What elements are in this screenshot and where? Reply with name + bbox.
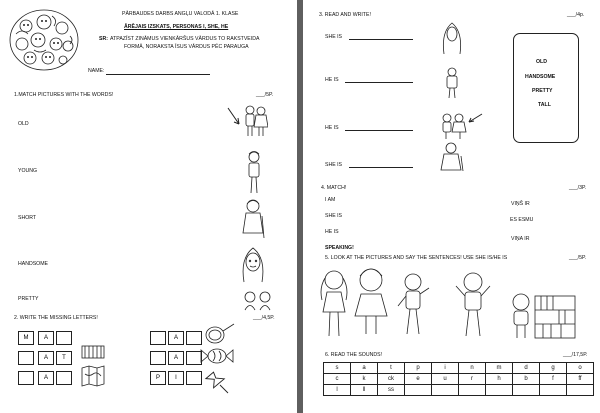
old-people-picture <box>439 112 467 140</box>
mat-picture <box>80 343 106 361</box>
worksheet-title: PĀRBAUDES DARBS ANGĻU VALODĀ 1. KLASE <box>122 11 239 17</box>
task1-score: ___/5P. <box>256 92 274 98</box>
letter-box[interactable]: A <box>38 331 54 345</box>
letter-box[interactable] <box>56 331 72 345</box>
doodle-cluster-image <box>8 8 80 72</box>
wordbank-pretty: PRETTY <box>532 88 553 94</box>
letter-box[interactable]: A <box>38 371 54 385</box>
sound-cell: ck <box>378 374 405 385</box>
map-picture <box>80 364 106 388</box>
answer-line[interactable] <box>349 167 413 168</box>
sound-cell: g <box>540 363 567 374</box>
wordbank-tall: TALL <box>538 102 551 108</box>
boy-with-books-picture <box>507 290 577 340</box>
he-is-label-1: HE IS <box>325 77 339 83</box>
sound-cell: ss <box>378 385 405 396</box>
sound-cell <box>459 385 486 396</box>
letter-box[interactable] <box>150 351 166 365</box>
letter-box[interactable] <box>18 351 34 365</box>
pretty-woman-picture <box>441 20 463 56</box>
sound-cell: p <box>405 363 432 374</box>
sound-cell: e <box>405 374 432 385</box>
sound-cell <box>405 385 432 396</box>
sound-cell: c <box>324 374 351 385</box>
arrow-icon <box>467 112 483 124</box>
task6-title: 6. READ THE SOUNDS! <box>325 352 382 358</box>
worksheet-subtitle: ĀRĒJAIS IZSKATS, PERSONAS I, SHE, HE <box>124 24 229 30</box>
short-granny-picture <box>240 198 266 240</box>
letter-box[interactable] <box>186 331 202 345</box>
match-right-3: VIŅA IR <box>511 236 530 242</box>
task3-score: ___/4p. <box>567 12 585 18</box>
sound-cell: d <box>513 363 540 374</box>
task5-score: ___/5P. <box>569 255 587 261</box>
sound-cell: f <box>540 374 567 385</box>
sounds-table <box>323 362 594 396</box>
handsome-man-picture <box>443 66 461 100</box>
she-is-label-2: SHE IS <box>325 162 343 168</box>
doll-girl-picture <box>353 266 389 338</box>
young-boy-picture <box>244 150 264 196</box>
sound-cell <box>567 385 594 396</box>
sr-label: SR: <box>99 36 108 42</box>
sound-cell: ll <box>351 385 378 396</box>
task4-score: ___/3P. <box>569 185 587 191</box>
sound-cell: ff <box>567 374 594 385</box>
right-page <box>303 0 600 413</box>
speaking-label: SPEAKING! <box>325 245 354 251</box>
match-left-1: I AM <box>325 197 336 203</box>
name-label: NAME: <box>88 68 105 74</box>
letter-box[interactable] <box>150 331 166 345</box>
letter-box[interactable]: T <box>56 351 72 365</box>
match-right-1: VIŅŠ IR <box>511 201 530 207</box>
letter-box[interactable]: A <box>168 331 184 345</box>
letter-box[interactable]: A <box>38 351 54 365</box>
boy-waving-picture <box>453 270 493 340</box>
letter-box[interactable]: A <box>168 351 184 365</box>
answer-line[interactable] <box>349 39 413 40</box>
word-pretty: PRETTY <box>18 296 39 302</box>
letter-box[interactable]: I <box>168 371 184 385</box>
she-is-label-1: SHE IS <box>325 34 343 40</box>
letter-box[interactable] <box>56 371 72 385</box>
match-left-2: SHE IS <box>325 213 343 219</box>
match-right-2: ES ESMU <box>510 217 534 223</box>
word-handsome: HANDSOME <box>18 261 48 267</box>
task6-score: ___/17,5P. <box>563 352 588 358</box>
sound-cell: n <box>459 363 486 374</box>
wordbank-handsome: HANDSOME <box>525 74 556 80</box>
word-young: YOUNG <box>18 168 38 174</box>
sound-cell: o <box>567 363 594 374</box>
girl-with-pigtails-picture <box>319 268 349 340</box>
name-field[interactable] <box>106 74 210 75</box>
pretty-girl-picture <box>238 244 268 286</box>
sound-cell: m <box>486 363 513 374</box>
sound-cell: r <box>459 374 486 385</box>
answer-line[interactable] <box>345 130 413 131</box>
letter-box[interactable] <box>18 371 34 385</box>
sound-cell <box>432 385 459 396</box>
old-couple-picture <box>242 104 268 138</box>
sound-cell: b <box>513 374 540 385</box>
letter-box[interactable]: M <box>18 331 34 345</box>
table-row <box>324 363 594 374</box>
word-old: OLD <box>18 121 29 127</box>
sound-cell: u <box>432 374 459 385</box>
sound-cell: k <box>351 374 378 385</box>
sound-cell: s <box>324 363 351 374</box>
sr-text-2: FORMĀ, NORAKSTA ĪSUS VĀRDUS PĒC PARAUGA <box>124 44 249 50</box>
word-short: SHORT <box>18 215 37 221</box>
sound-cell <box>513 385 540 396</box>
twins-picture <box>242 290 274 312</box>
sound-cell: t <box>378 363 405 374</box>
task2-title: 2. WRITE THE MISSING LETTERS! <box>14 315 98 321</box>
left-page <box>0 0 297 413</box>
task3-title: 3. READ AND WRITE! <box>319 12 371 18</box>
letter-box[interactable] <box>186 371 202 385</box>
boy-pointing-picture <box>395 272 431 338</box>
sound-cell <box>486 385 513 396</box>
letter-box[interactable]: P <box>150 371 166 385</box>
sound-cell: i <box>432 363 459 374</box>
sound-cell <box>540 385 567 396</box>
wordbank-old: OLD <box>536 59 547 65</box>
task1-title: 1.MATCH PICTURES WITH THE WORDS! <box>14 92 114 98</box>
pan-picture <box>204 322 236 346</box>
sound-cell: l <box>324 385 351 396</box>
task2-score: ___/4,5P. <box>253 315 275 321</box>
he-is-label-2: HE IS <box>325 125 339 131</box>
answer-line[interactable] <box>345 82 413 83</box>
sound-cell: h <box>486 374 513 385</box>
candy-picture <box>200 346 234 366</box>
old-woman-picture <box>439 142 465 172</box>
table-row <box>324 374 594 385</box>
sr-text: ATPAZĪST ZINĀMUS VIENKĀRŠUS VĀRDUS TO RAKSTVEIDA <box>110 36 260 42</box>
task4-title: 4. MATCH! <box>321 185 347 191</box>
sound-cell: a <box>351 363 378 374</box>
pin-picture <box>204 368 230 394</box>
arrow-icon <box>226 106 242 128</box>
table-row <box>324 385 594 396</box>
match-left-3: HE IS <box>325 229 339 235</box>
task5-title: 5. LOOK AT THE PICTURES AND SAY THE SENTENCES! USE SHE IS/HE IS <box>325 255 508 261</box>
